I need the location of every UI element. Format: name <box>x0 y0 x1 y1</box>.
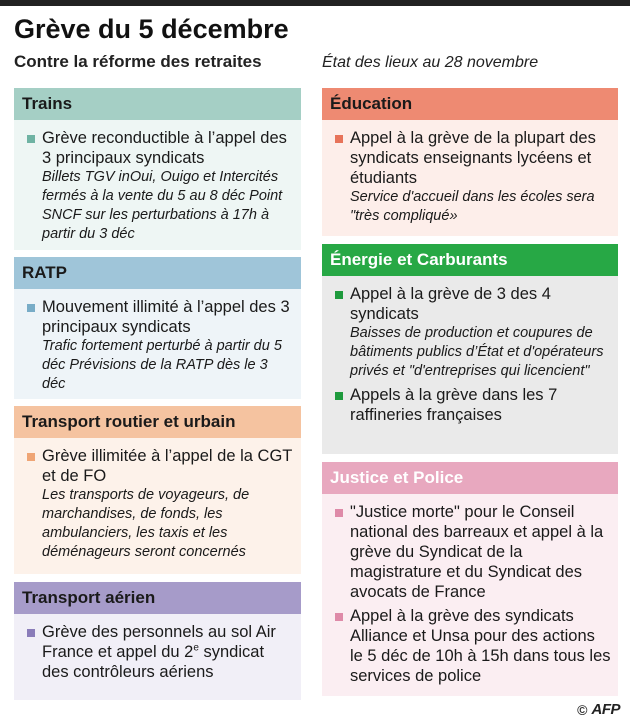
square-bullet-icon <box>335 392 343 400</box>
item-text: Appel à la grève des syndicats Alliance et Unsa pour des actions le 5 déc de 10h à 15h dans tous les services de police <box>350 607 611 685</box>
section-education <box>322 88 618 236</box>
item-text-part: Grève des personnels au sol Air France et appel du 2 <box>42 623 276 661</box>
section-ratp <box>14 257 301 399</box>
item-text: Appel à la grève de la plupart des syndicats enseignants lycéens et étudiants <box>350 129 596 187</box>
item-text-part: syndicat des contrôleurs aériens <box>42 643 265 681</box>
square-bullet-icon <box>27 135 35 143</box>
list-item <box>330 284 612 381</box>
list-item <box>330 606 612 686</box>
item-note: Service d'accueil dans les écoles sera "très compliqué» <box>350 189 595 224</box>
list-item <box>22 622 295 682</box>
section-title: Justice et Police <box>322 462 618 494</box>
square-bullet-icon <box>335 509 343 517</box>
section-energie <box>322 244 618 454</box>
item-note: Baisses de production et coupures de bâtiments publics d’État et d'opérateurs privés et "d'entreprises qui licencient" <box>350 325 604 379</box>
section-title: Transport aérien <box>14 582 301 614</box>
item-text: "Justice morte" pour le Conseil national des barreaux et appel à la grève du Syndicat de la magistrature et du Syndicat des avocats de France <box>350 503 604 601</box>
section-title: RATP <box>14 257 301 289</box>
page-subtitle: Contre la réforme des retraites <box>14 52 262 71</box>
credit <box>577 701 620 718</box>
square-bullet-icon <box>335 291 343 299</box>
item-text: Appels à la grève dans les 7 raffineries françaises <box>350 386 558 424</box>
page-title: Grève du 5 décembre <box>14 14 289 44</box>
list-item <box>330 502 612 602</box>
afp-logo: AFP <box>591 701 620 718</box>
item-note: Billets TGV inOui, Ouigo et Intercités fermés à la vente du 5 au 8 déc Point SNCF sur les perturbations à 17h à partir du 3 déc <box>42 169 283 242</box>
section-body <box>14 120 301 250</box>
section-justice-police <box>322 462 618 696</box>
section-title: Éducation <box>322 88 618 120</box>
section-body <box>322 276 618 454</box>
section-body <box>14 614 301 700</box>
square-bullet-icon <box>27 453 35 461</box>
list-item <box>22 128 295 244</box>
status-date: État des lieux au 28 novembre <box>322 54 539 71</box>
copyright-symbol: © <box>577 701 588 718</box>
square-bullet-icon <box>27 629 35 637</box>
square-bullet-icon <box>27 304 35 312</box>
section-body <box>322 120 618 236</box>
list-item <box>330 385 612 425</box>
section-body <box>14 438 301 574</box>
square-bullet-icon <box>335 135 343 143</box>
section-body <box>322 494 618 696</box>
item-text: Appel à la grève de 3 des 4 syndicats <box>350 285 551 323</box>
top-bar <box>0 0 630 6</box>
item-text: Grève reconductible à l’appel des 3 principaux syndicats <box>42 129 287 167</box>
section-title: Énergie et Carburants <box>322 244 618 276</box>
item-text: Mouvement illimité à l’appel des 3 principaux syndicats <box>42 298 290 336</box>
section-title: Trains <box>14 88 301 120</box>
list-item <box>330 128 612 226</box>
section-transport-aerien <box>14 582 301 700</box>
item-text: Grève illimitée à l’appel de la CGT et de FO <box>42 447 293 485</box>
square-bullet-icon <box>335 613 343 621</box>
section-body <box>14 289 301 399</box>
item-note: Trafic fortement perturbé à partir du 5 déc Prévisions de la RATP dès le 3 déc <box>42 338 282 392</box>
list-item <box>22 446 295 562</box>
section-title: Transport routier et urbain <box>14 406 301 438</box>
item-note: Les transports de voyageurs, de marchandises, de fonds, les ambulanciers, les taxis et les déménageurs seront concernés <box>42 487 250 560</box>
list-item <box>22 297 295 394</box>
section-trains <box>14 88 301 250</box>
section-transport-routier <box>14 406 301 574</box>
ordinal-suffix: e <box>193 642 199 654</box>
item-text <box>42 622 295 682</box>
